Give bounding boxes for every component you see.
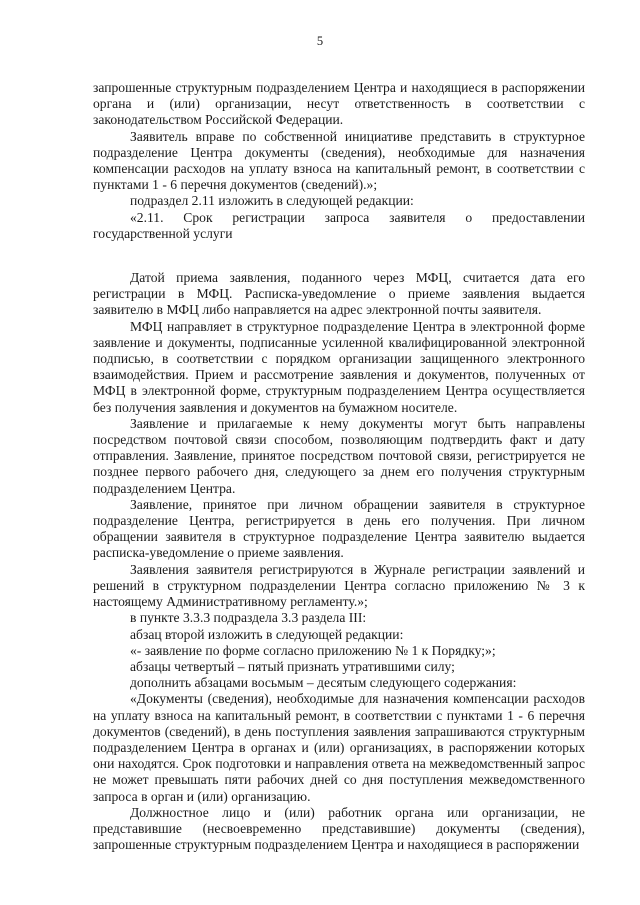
page-number: 5 — [316, 34, 324, 48]
paragraph: абзацы четвертый – пятый признать утратившими силу; — [130, 658, 455, 674]
paragraph: дополнить абзацами восьмым – десятым следующего содержания: — [130, 675, 517, 691]
paragraph: Заявление, принятое при личном обращении заявителя в структурное подразделение Центра, регистрируется в день его получения. При личном обращении заявителя в структурное подразделение Центра заявителю выдается расписка-уведомление о приеме заявления. — [93, 496, 585, 561]
paragraph: МФЦ направляет в структурное подразделение Центра в электронной форме заявление и документы, подписанные усиленной квалифицированной электронной подписью, в соответствии с порядком организации защищенного электронного взаимодействия. Прием и рассмотрение заявления и документов, полученных от МФЦ в электронной форме, структурным подразделением Центра осуществляется без получения заявления и документов на бумажном носителе. — [93, 318, 585, 415]
paragraph: «Документы (сведения), необходимые для назначения компенсации расходов на уплату взноса на капитальный ремонт, в соответствии с пунктами 1 - 6 перечня документов (сведений), в день поступления заявления запрашиваются структурным подразделением Центра в органах и (или) организациях, в распоряжении которых они находятся. Срок подготовки и направления ответа на межведомственный запрос не может превышать пяти рабочих дней со дня поступления межведомственного запроса в орган и (или) организацию. — [93, 691, 585, 804]
paragraph: Заявитель вправе по собственной инициативе представить в структурное подразделение Центра документы (сведения), необходимые для назначения компенсации расходов на уплату взноса на капитальный ремонт, в соответствии с пунктами 1 - 6 перечня документов (сведений).»; — [93, 128, 585, 193]
paragraph: подраздел 2.11 изложить в следующей редакции: — [130, 193, 414, 209]
paragraph: «2.11. Срок регистрации запроса заявителя о предоставлении государственной услуги — [93, 209, 585, 241]
paragraph: «- заявление по форме согласно приложению № 1 к Порядку;»; — [130, 642, 496, 658]
paragraph: Заявления заявителя регистрируются в Журнале регистрации заявлений и решений в структурном подразделении Центра согласно приложению № 3 к настоящему Административному регламенту.»; — [93, 561, 585, 610]
paragraph: Должностное лицо и (или) работник органа или организации, не представившие (несвоевременно представившие) документы (сведения), запрошенные структурным подразделением Центра и находящиеся в распоряжении — [93, 804, 585, 853]
paragraph: Заявление и прилагаемые к нему документы могут быть направлены посредством почтовой связи способом, позволяющим подтвердить факт и дату отправления. Заявление, принятое посредством почтовой связи, регистрируется не позднее первого рабочего дня, следующего за днем его получения структурным подразделением Центра. — [93, 415, 585, 496]
paragraph: в пункте 3.3.3 подраздела 3.3 раздела III: — [130, 610, 367, 626]
paragraph: запрошенные структурным подразделением Центра и находящиеся в распоряжении органа и (или) организации, несут ответственность в соответствии с законодательством Российской Федерации. — [93, 80, 585, 128]
paragraph: абзац второй изложить в следующей редакции: — [130, 626, 404, 642]
paragraph: Датой приема заявления, поданного через МФЦ, считается дата его регистрации в МФЦ. Расписка-уведомление о приеме заявления выдается заявителю в МФЦ либо направляется на адрес электронной почты заявителя. — [93, 270, 585, 318]
document-body — [93, 80, 585, 853]
